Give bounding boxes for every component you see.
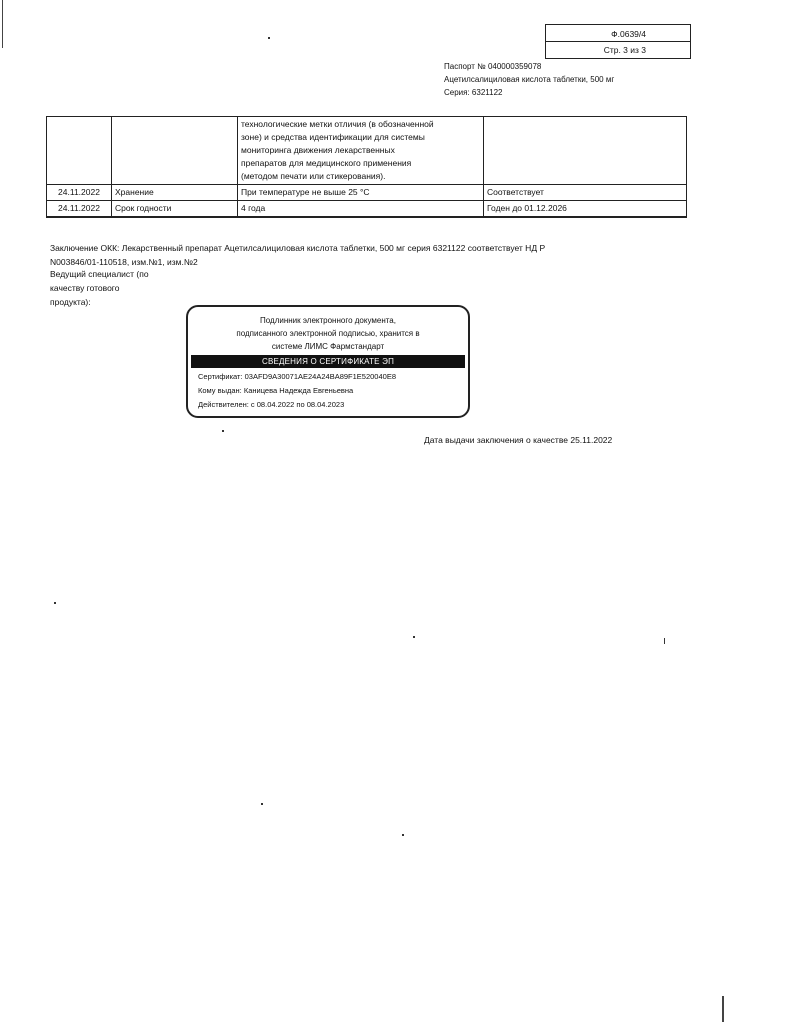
scan-speck (413, 636, 415, 638)
date-cell: 24.11.2022 (47, 201, 112, 218)
stamp-line: Подлинник электронного документа, (260, 316, 396, 325)
indicator-cell: Срок годности (112, 201, 238, 218)
requirement-cell (238, 117, 484, 185)
scan-speck (664, 638, 665, 644)
certificate-info-band: СВЕДЕНИЯ О СЕРТИФИКАТЕ ЭП (191, 355, 465, 368)
conclusion-line: N003846/01-110518, изм.№1, изм.№2 (50, 257, 198, 267)
specialist-line: продукта): (50, 297, 91, 307)
conclusion-text (50, 241, 610, 269)
requirement-line: технологические метки отличия (в обозначенной (241, 119, 434, 129)
specialist-line: Ведущий специалист (по (50, 269, 149, 279)
table-row (47, 201, 687, 218)
scan-edge-line (2, 0, 3, 48)
scan-speck (268, 37, 270, 39)
certificate-validity: Действителен: с 08.04.2022 по 08.04.2023 (198, 400, 345, 409)
requirement-cell: При температуре не выше 25 °С (238, 185, 484, 201)
scan-speck (261, 803, 263, 805)
certificate-number: Сертификат: 03AFD9A30071AE24A24BA89F1E520040E8 (198, 372, 396, 381)
date-cell: 24.11.2022 (47, 185, 112, 201)
date-cell (47, 117, 112, 185)
indicator-cell (112, 117, 238, 185)
stamp-line: системе ЛИМС Фармстандарт (271, 342, 385, 351)
form-code: Ф.0639/4 (546, 27, 690, 42)
page-number: Стр. 3 из 3 (603, 45, 646, 55)
series-number: Серия: 6321122 (444, 88, 503, 97)
conclusion-line: Заключение ОКК: Лекарственный препарат Ацетилсалициловая кислота таблетки, 500 мг серия 6321122 соответствует НД Р (50, 243, 546, 253)
requirement-line: (методом печати или стикерования). (241, 171, 386, 181)
form-code-box (545, 24, 691, 59)
scan-edge-line (722, 996, 724, 1022)
indicator-cell: Хранение (112, 185, 238, 201)
requirement-line: зоне) и средства идентификации для системы (241, 132, 425, 142)
table-row (47, 117, 687, 185)
scan-speck (402, 834, 404, 836)
certificate-owner: Кому выдан: Каницева Надежда Евгеньевна (198, 386, 354, 395)
passport-number: Паспорт № 040000359078 (444, 62, 542, 71)
scan-speck (54, 602, 56, 604)
table-row (47, 185, 687, 201)
requirement-cell: 4 года (238, 201, 484, 218)
issue-date: Дата выдачи заключения о качестве 25.11.2022 (424, 435, 613, 445)
electronic-signature-stamp (186, 305, 470, 418)
results-table (46, 116, 687, 218)
scan-speck (222, 430, 224, 432)
product-name: Ацетилсалициловая кислота таблетки, 500 мг (444, 75, 615, 84)
requirement-line: препаратов для медицинского применения (241, 158, 412, 168)
specialist-label (50, 267, 160, 309)
result-cell: Годен до 01.12.2026 (484, 201, 687, 218)
stamp-line: подписанного электронной подписью, хранится в (236, 329, 420, 338)
requirement-line: мониторинга движения лекарственных (241, 145, 395, 155)
result-cell: Соответствует (484, 185, 687, 201)
specialist-line: качеству готового (50, 283, 120, 293)
result-cell (484, 117, 687, 185)
